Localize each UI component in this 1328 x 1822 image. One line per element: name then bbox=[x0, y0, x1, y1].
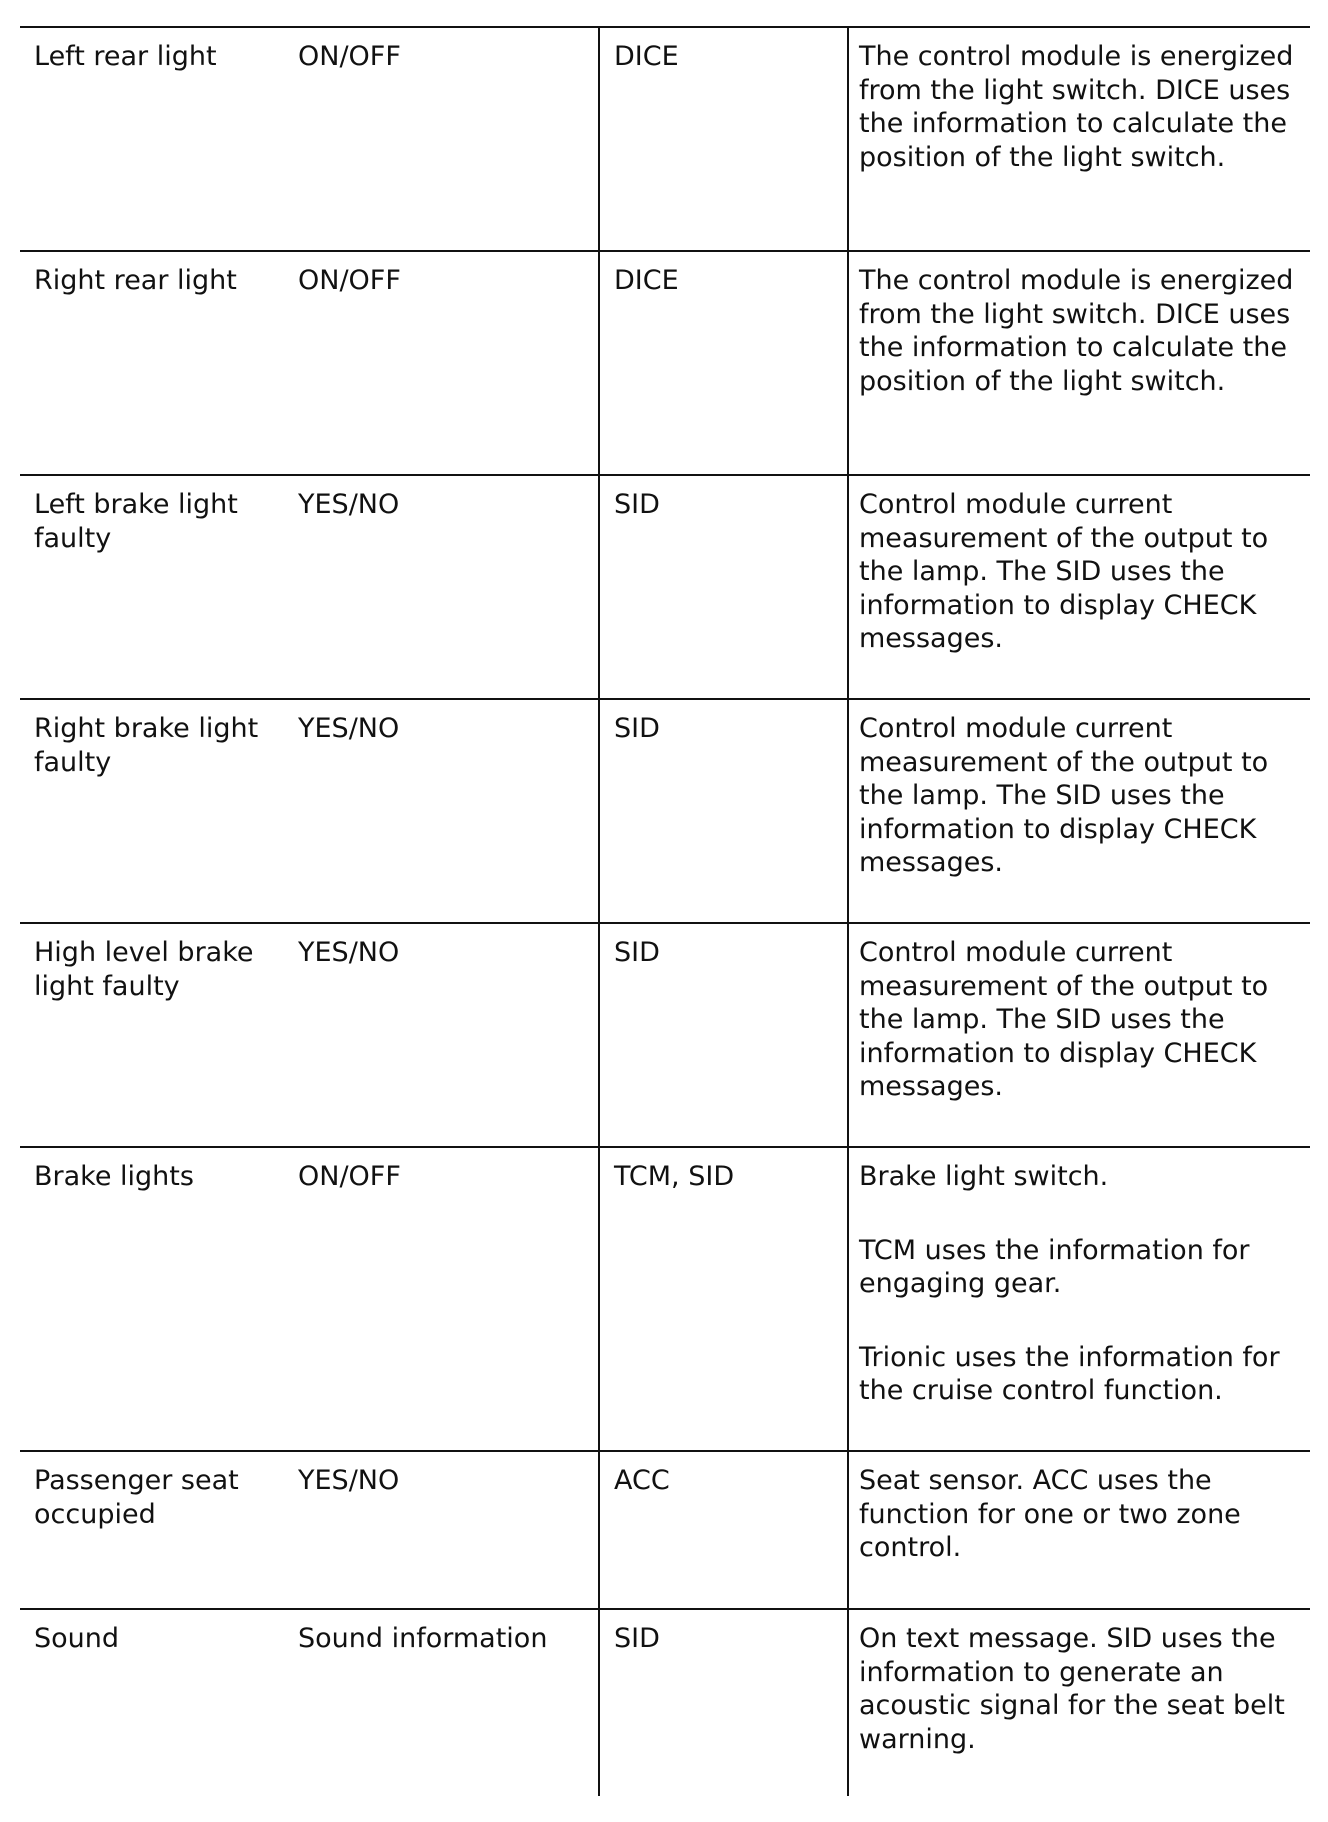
signal-value-cell: YES/NO bbox=[290, 699, 599, 923]
signal-name-cell: Sound bbox=[20, 1609, 290, 1796]
description-paragraph: On text message. SID uses the information to generate an acoustic signal for the seat belt warning. bbox=[859, 1623, 1285, 1755]
signal-name-cell: Left brake light faulty bbox=[20, 475, 290, 699]
signal-value-cell: ON/OFF bbox=[290, 251, 599, 475]
signal-table bbox=[20, 26, 1310, 1796]
signal-name-cell: Right brake light faulty bbox=[20, 699, 290, 923]
table-row bbox=[20, 1451, 1310, 1609]
signal-value-cell: Sound information bbox=[290, 1609, 599, 1796]
description-paragraph: The control module is energized from the light switch. DICE uses the information to calculate the position of the light switch. bbox=[859, 41, 1294, 173]
description-cell bbox=[848, 923, 1310, 1147]
signal-name-cell: Brake lights bbox=[20, 1147, 290, 1451]
description-paragraph: Control module current measurement of the output to the lamp. The SID uses the information to display CHECK messages. bbox=[859, 713, 1269, 878]
receiver-cell: SID bbox=[599, 923, 848, 1147]
description-cell bbox=[848, 475, 1310, 699]
table-row bbox=[20, 475, 1310, 699]
signal-name-cell: Left rear light bbox=[20, 27, 290, 251]
receiver-cell: SID bbox=[599, 1609, 848, 1796]
description-paragraph: Brake light switch. bbox=[859, 1161, 1109, 1192]
signal-value-cell: ON/OFF bbox=[290, 27, 599, 251]
table-row bbox=[20, 1147, 1310, 1451]
receiver-cell: ACC bbox=[599, 1451, 848, 1609]
signal-value-cell: YES/NO bbox=[290, 923, 599, 1147]
description-cell bbox=[848, 1147, 1310, 1451]
receiver-cell: SID bbox=[599, 475, 848, 699]
signal-name-cell: Passenger seat occupied bbox=[20, 1451, 290, 1609]
signal-value-cell: ON/OFF bbox=[290, 1147, 599, 1451]
description-paragraph: Control module current measurement of the output to the lamp. The SID uses the information to display CHECK messages. bbox=[859, 489, 1269, 654]
signal-value-cell: YES/NO bbox=[290, 1451, 599, 1609]
receiver-cell: DICE bbox=[599, 251, 848, 475]
table-row bbox=[20, 923, 1310, 1147]
signal-name-cell: Right rear light bbox=[20, 251, 290, 475]
description-paragraph: Seat sensor. ACC uses the function for one or two zone control. bbox=[859, 1465, 1241, 1563]
receiver-cell: DICE bbox=[599, 27, 848, 251]
description-cell bbox=[848, 1609, 1310, 1796]
receiver-cell: TCM, SID bbox=[599, 1147, 848, 1451]
description-cell bbox=[848, 1451, 1310, 1609]
description-paragraph: TCM uses the information for engaging gear. bbox=[859, 1234, 1250, 1299]
description-paragraph: Trionic uses the information for the cruise control function. bbox=[859, 1341, 1280, 1406]
table-row bbox=[20, 1609, 1310, 1796]
signal-value-cell: YES/NO bbox=[290, 475, 599, 699]
receiver-cell: SID bbox=[599, 699, 848, 923]
table-row bbox=[20, 251, 1310, 475]
description-cell bbox=[848, 699, 1310, 923]
description-paragraph: The control module is energized from the light switch. DICE uses the information to calculate the position of the light switch. bbox=[859, 265, 1294, 397]
signal-name-cell: High level brake light faulty bbox=[20, 923, 290, 1147]
description-cell bbox=[848, 27, 1310, 251]
table-row bbox=[20, 699, 1310, 923]
table-body bbox=[20, 27, 1310, 1796]
table-row bbox=[20, 27, 1310, 251]
description-paragraph: Control module current measurement of the output to the lamp. The SID uses the information to display CHECK messages. bbox=[859, 937, 1269, 1102]
description-cell bbox=[848, 251, 1310, 475]
